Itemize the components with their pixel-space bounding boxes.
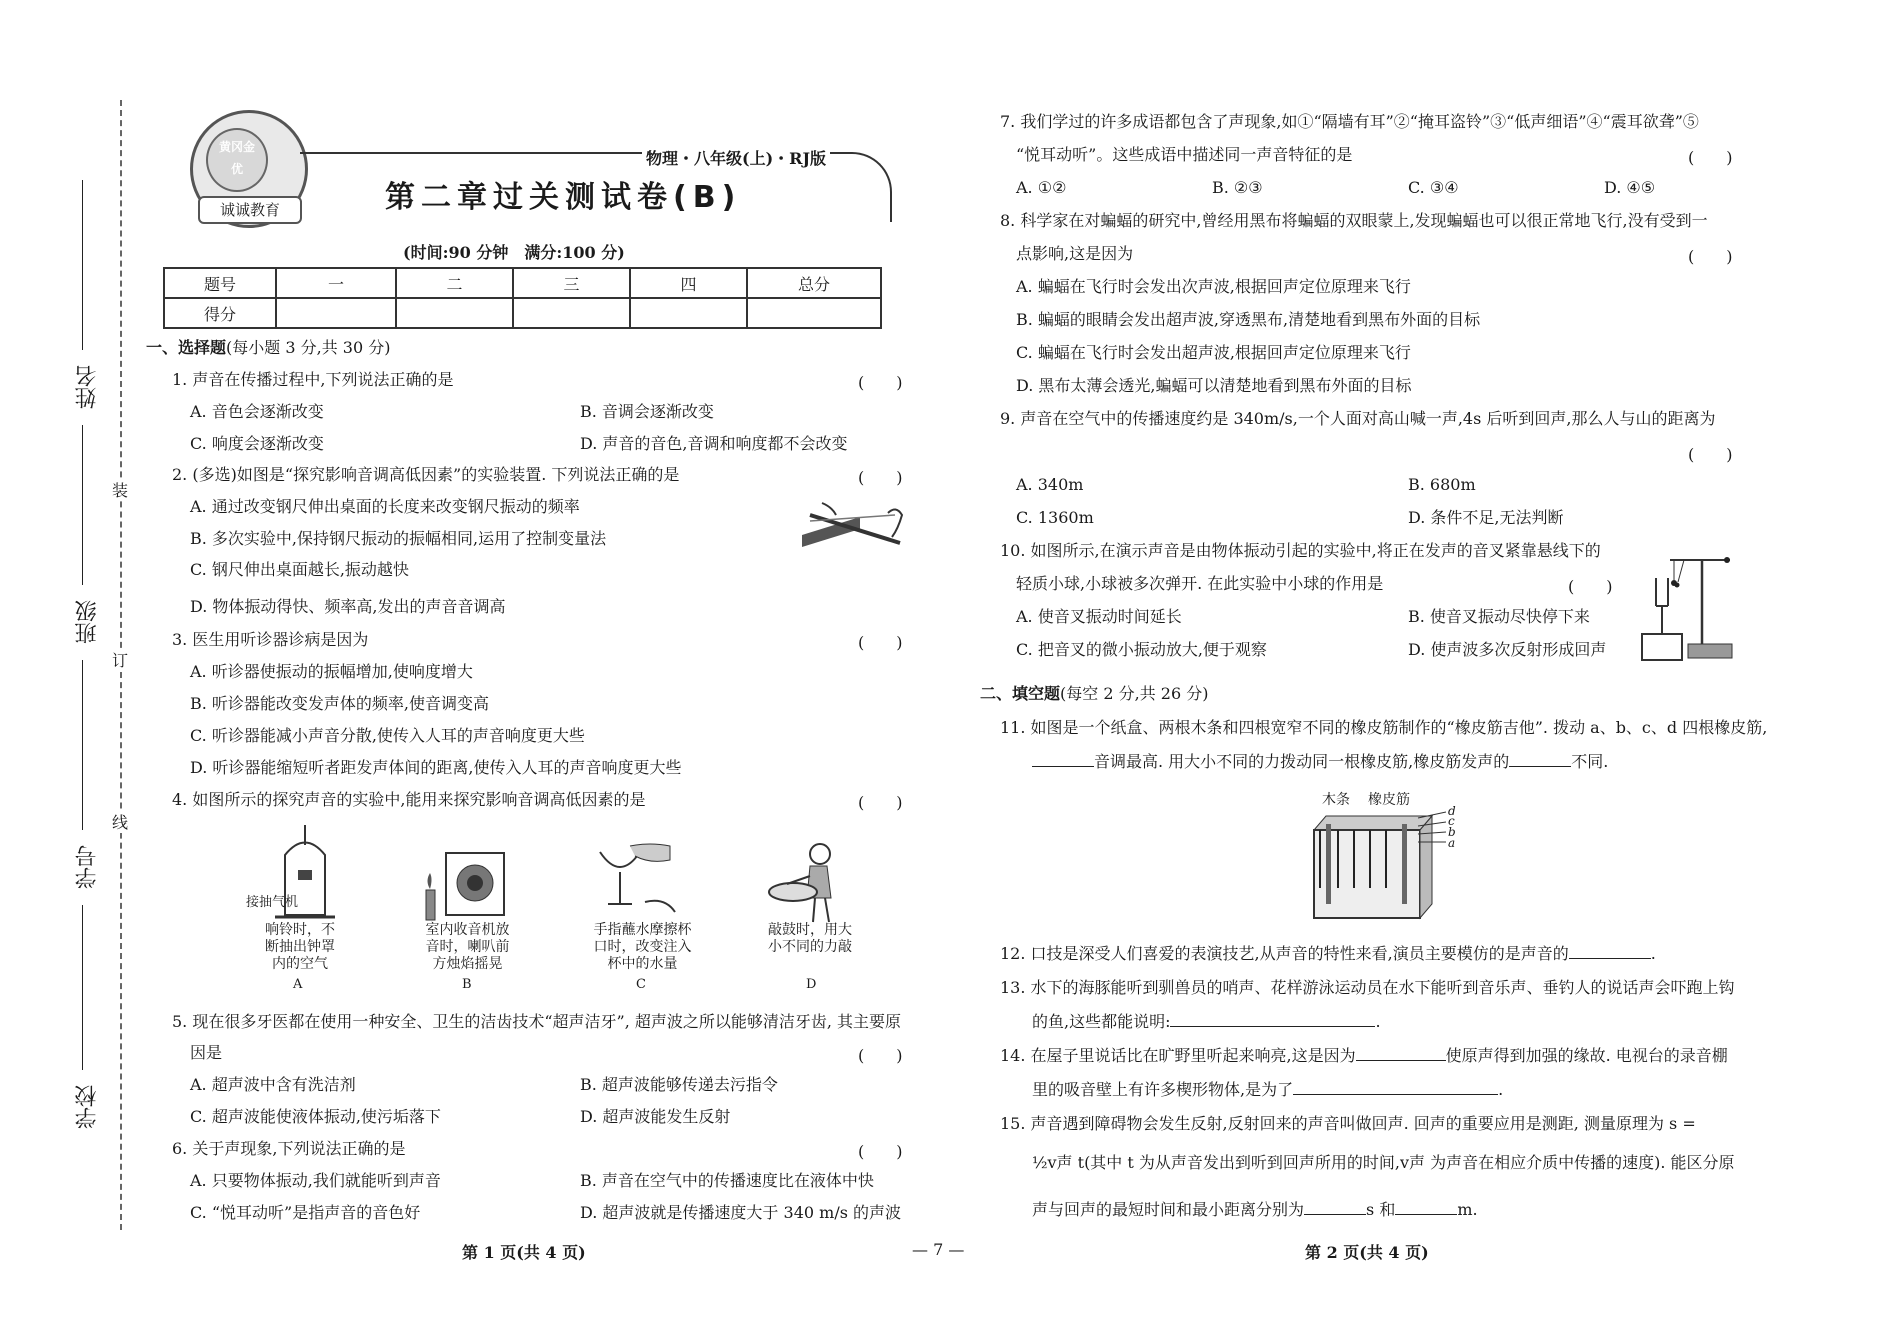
wine-glass-figure — [590, 842, 680, 924]
question-8-stem: 8. 科学家在对蝙蝠的研究中,曾经用黑布将蝙蝠的双眼蒙上,发现蝙蝠也可以很正常地飞行,没有受到一 — [1000, 211, 1708, 230]
score-table — [163, 267, 882, 329]
student-id-field[interactable] — [82, 660, 83, 830]
fig-label-rubber: 橡皮筋 — [1368, 792, 1410, 808]
q3-option-c[interactable]: C. 听诊器能减小声音分散,使传入人耳的声音响度更大些 — [190, 726, 585, 745]
pump-label: 接抽气机 — [246, 895, 299, 910]
tuning-fork-figure — [1640, 548, 1740, 666]
answer-paren-q1[interactable]: ( ) — [858, 373, 903, 392]
answer-paren-q2[interactable]: ( ) — [858, 468, 903, 487]
question-7-stem-cont: “悦耳动听”。这些成语中描述同一声音特征的是 — [1016, 145, 1353, 164]
q14-blank-1[interactable] — [1356, 1046, 1446, 1061]
q11-blank-1[interactable] — [1032, 752, 1094, 767]
q11-blank-2[interactable] — [1509, 752, 1571, 767]
q5-option-b[interactable]: B. 超声波能够传递去污指令 — [580, 1075, 778, 1094]
q5-option-c[interactable]: C. 超声波能使液体振动,使污垢落下 — [190, 1107, 441, 1126]
q7-option-d[interactable]: D. ④⑤ — [1604, 178, 1656, 197]
answer-paren-q4[interactable]: ( ) — [858, 793, 903, 812]
class-field[interactable] — [82, 425, 83, 585]
binding-mark-xian: 线 — [112, 810, 128, 833]
q12-stem: 12. 口技是深受人们喜爱的表演技艺,从声音的特性来看,演员主要模仿的是声音的 — [1000, 944, 1569, 963]
question-9-stem: 9. 声音在空气中的传播速度约是 340m/s,一个人面对高山喊一声,4s 后听到回声,那么人与山的距离为 — [1000, 409, 1716, 428]
q10-option-b[interactable]: B. 使音叉振动尽快停下来 — [1408, 607, 1590, 626]
q7-option-b[interactable]: B. ②③ — [1212, 178, 1263, 197]
q14-stem: 14. 在屋子里说话比在旷野里听起来响亮,这是因为 — [1000, 1046, 1356, 1065]
table-cell: 四 — [630, 268, 747, 298]
q2-option-c[interactable]: C. 钢尺伸出桌面越长,振动越快 — [190, 560, 409, 579]
class-label: 班级 — [75, 600, 100, 644]
q11-text-a: 音调最高. 用大小不同的力拨动同一根橡皮筋,橡皮筋发声的 — [1094, 752, 1510, 771]
q4-caption-d: 敲鼓时，用大 小不同的力敲 — [768, 922, 852, 955]
fig-letter-b: b — [1448, 825, 1456, 839]
q6-option-d[interactable]: D. 超声波就是传播速度大于 340 m/s 的声波 — [580, 1203, 902, 1222]
answer-paren-q10[interactable]: ( ) — [1568, 577, 1613, 596]
radio-candle-figure — [418, 845, 508, 925]
fig-label-wood: 木条 — [1322, 792, 1350, 808]
score-table-score-row — [164, 298, 881, 328]
table-cell: 题号 — [164, 268, 276, 298]
drum-figure — [765, 840, 855, 925]
answer-paren-q5[interactable]: ( ) — [858, 1046, 903, 1065]
q13-stem2: 的鱼,这些都能说明: — [1032, 1012, 1171, 1031]
section2-note: (每空 2 分,共 26 分) — [1060, 684, 1209, 703]
q4-letter-d[interactable]: D — [806, 977, 817, 992]
question-15-formula: ½v声 t(其中 t 为从声音发出到听到回声所用的时间,v声 为声音在相应介质中传播的速度). 能区分原 — [1032, 1153, 1735, 1172]
q2-option-b[interactable]: B. 多次实验中,保持钢尺振动的振幅相同,运用了控制变量法 — [190, 529, 607, 548]
q1-option-d[interactable]: D. 声音的音色,音调和响度都不会改变 — [580, 434, 848, 453]
q15-stem3c: m. — [1457, 1200, 1478, 1219]
question-5-stem: 5. 现在很多牙医都在使用一种安全、卫生的洁齿技术“超声洁牙”, 超声波之所以能够清洁牙齿, 其主要原 — [172, 1012, 902, 1031]
q2-option-d[interactable]: D. 物体振动得快、频率高,发出的声音音调高 — [190, 597, 506, 616]
q3-option-b[interactable]: B. 听诊器能改变发声体的频率,使音调变高 — [190, 694, 490, 713]
q15-blank-2[interactable] — [1395, 1200, 1457, 1215]
q8-option-c[interactable]: C. 蝙蝠在飞行时会发出超声波,根据回声定位原理来飞行 — [1016, 343, 1411, 362]
q8-option-a[interactable]: A. 蝙蝠在飞行时会发出次声波,根据回声定位原理来飞行 — [1016, 277, 1411, 296]
q5-option-d[interactable]: D. 超声波能发生反射 — [580, 1107, 731, 1126]
q1-option-b[interactable]: B. 音调会逐渐改变 — [580, 402, 714, 421]
table-cell: 三 — [513, 268, 630, 298]
logo-emblem — [206, 128, 268, 192]
q4-caption-c: 手指蘸水摩擦杯 口时，改变注入 杯中的水量 — [593, 922, 692, 972]
section1-heading — [146, 338, 390, 358]
table-cell: 总分 — [747, 268, 881, 298]
rubber-band-guitar-figure — [1310, 808, 1460, 923]
q13-end: . — [1375, 1012, 1381, 1031]
binding-mark-zhuang: 装 — [112, 478, 128, 501]
answer-paren-q7[interactable]: ( ) — [1688, 148, 1733, 167]
q8-option-d[interactable]: D. 黑布太薄会透光,蝙蝠可以清楚地看到黑布外面的目标 — [1016, 376, 1412, 395]
question-14-line1 — [1000, 1046, 1728, 1066]
question-6-stem: 6. 关于声现象,下列说法正确的是 — [172, 1139, 406, 1158]
score-input-total[interactable] — [747, 298, 881, 328]
logo-text: 诚诚教育 — [198, 196, 302, 224]
q14-stem2: 里的吸音壁上有许多楔形物体,是为了 — [1032, 1080, 1294, 1099]
fig-letter-a: a — [1448, 836, 1456, 850]
steel-ruler-figure — [800, 495, 910, 557]
question-15-stem: 15. 声音遇到障碍物会发生反射,反射回来的声音叫做回声. 回声的重要应用是测距, 测量原理为 s = — [1000, 1114, 1696, 1133]
page-number-left: 第 1 页(共 4 页) — [462, 1243, 586, 1262]
question-8-stem-cont: 点影响,这是因为 — [1016, 244, 1134, 263]
q4-caption-a: 响铃时，不 断抽出钟罩 内的空气 — [265, 922, 335, 972]
question-13-line2 — [1032, 1012, 1381, 1032]
q4-letter-b[interactable]: B — [462, 977, 472, 992]
q4-letter-a[interactable]: A — [293, 977, 303, 992]
question-15-line3 — [1032, 1200, 1478, 1220]
q8-option-b[interactable]: B. 蝙蝠的眼睛会发出超声波,穿透黑布,清楚地看到黑布外面的目标 — [1016, 310, 1481, 329]
q3-option-a[interactable]: A. 听诊器使振动的振幅增加,使响度增大 — [190, 662, 473, 681]
fig-letter-d: d — [1448, 804, 1456, 818]
question-5-stem-cont: 因是 — [190, 1043, 223, 1062]
section1-note: (每小题 3 分,共 30 分) — [226, 338, 391, 357]
q3-option-d[interactable]: D. 听诊器能缩短听者距发声体间的距离,使传入人耳的声音响度更大些 — [190, 758, 682, 777]
q14-blank-2[interactable] — [1293, 1080, 1498, 1095]
question-14-line2 — [1032, 1080, 1503, 1100]
q12-end: . — [1650, 944, 1656, 963]
score-input-section4[interactable] — [630, 298, 747, 328]
question-12 — [1000, 944, 1656, 964]
score-table-header-row — [164, 268, 881, 298]
question-2-stem: 2. (多选)如图是“探究影响音调高低因素”的实验装置. 下列说法正确的是 — [172, 465, 680, 484]
name-label: 姓名 — [75, 365, 100, 409]
table-cell: 一 — [276, 268, 396, 298]
question-3-stem: 3. 医生用听诊器诊病是因为 — [172, 630, 369, 649]
q14-end: . — [1498, 1080, 1504, 1099]
question-7-stem: 7. 我们学过的许多成语都包含了声现象,如①“隔墙有耳”②“掩耳盗铃”③“低声细语”④“震耳欲聋”⑤ — [1000, 112, 1699, 131]
q15-stem3b: s 和 — [1366, 1200, 1396, 1219]
score-input-section1[interactable] — [276, 298, 396, 328]
q6-option-a[interactable]: A. 只要物体振动,我们就能听到声音 — [190, 1171, 441, 1190]
q13-blank[interactable] — [1170, 1012, 1375, 1027]
q10-option-d[interactable]: D. 使声波多次反射形成回声 — [1408, 640, 1607, 659]
q4-letter-c[interactable]: C — [636, 977, 646, 992]
question-10-stem: 10. 如图所示,在演示声音是由物体振动引起的实验中,将正在发声的音叉紧靠悬线下的 — [1000, 541, 1601, 560]
table-cell: 得分 — [164, 298, 276, 328]
q9-option-c[interactable]: C. 1360m — [1016, 508, 1094, 527]
q12-blank[interactable] — [1569, 944, 1651, 959]
answer-paren-q6[interactable]: ( ) — [858, 1142, 903, 1161]
q9-option-a[interactable]: A. 340m — [1016, 475, 1084, 494]
q15-stem3a: 声与回声的最短时间和最小距离分别为 — [1032, 1200, 1305, 1219]
binding-mark-ding: 订 — [112, 648, 128, 671]
q5-option-a[interactable]: A. 超声波中含有洗洁剂 — [190, 1075, 356, 1094]
answer-paren-q9[interactable]: ( ) — [1688, 445, 1733, 464]
question-10-stem-cont: 轻质小球,小球被多次弹开. 在此实验中小球的作用是 — [1016, 574, 1384, 593]
sheet-number: — 7 — — [912, 1240, 965, 1259]
table-cell: 二 — [396, 268, 513, 298]
q7-option-c[interactable]: C. ③④ — [1408, 178, 1459, 197]
score-input-section3[interactable] — [513, 298, 630, 328]
question-11-stem: 11. 如图是一个纸盒、两根木条和四根宽窄不同的橡皮筋制作的“橡皮筋吉他”. 拨动 a、b、c、d 四根橡皮筋, — [1000, 718, 1768, 737]
q9-option-b[interactable]: B. 680m — [1408, 475, 1476, 494]
subject-label: 物理・八年级(上)・RJ版 — [642, 146, 830, 169]
q1-option-c[interactable]: C. 响度会逐渐改变 — [190, 434, 324, 453]
section2-title: 二、填空题 — [980, 684, 1061, 703]
q6-option-b[interactable]: B. 声音在空气中的传播速度比在液体中快 — [580, 1171, 874, 1190]
q11-text-b: 不同. — [1571, 752, 1609, 771]
q6-option-c[interactable]: C. “悦耳动听”是指声音的音色好 — [190, 1203, 421, 1222]
question-11-line2 — [1032, 752, 1608, 772]
section1-title: 一、选择题 — [146, 338, 227, 357]
q9-option-d[interactable]: D. 条件不足,无法判断 — [1408, 508, 1564, 527]
score-input-section2[interactable] — [396, 298, 513, 328]
question-4-stem: 4. 如图所示的探究声音的实验中,能用来探究影响音调高低因素的是 — [172, 790, 646, 809]
answer-paren-q8[interactable]: ( ) — [1688, 247, 1733, 266]
name-field[interactable] — [82, 180, 83, 350]
fig-letter-c: c — [1448, 814, 1455, 828]
school-field[interactable] — [82, 905, 83, 1070]
q14-stem-b: 使原声得到加强的缘故. 电视台的录音棚 — [1445, 1046, 1728, 1065]
school-label: 学校 — [75, 1085, 100, 1129]
answer-paren-q3[interactable]: ( ) — [858, 633, 903, 652]
student-id-label: 学号 — [75, 845, 100, 889]
page-number-right: 第 2 页(共 4 页) — [1305, 1243, 1429, 1262]
q7-option-a[interactable]: A. ①② — [1016, 178, 1067, 197]
q10-option-c[interactable]: C. 把音叉的微小振动放大,便于观察 — [1016, 640, 1267, 659]
q2-option-a[interactable]: A. 通过改变钢尺伸出桌面的长度来改变钢尺振动的频率 — [190, 497, 580, 516]
section2-heading — [980, 684, 1208, 704]
q4-caption-b: 室内收音机放 音时，喇叭前 方烛焰摇晃 — [425, 922, 510, 972]
time-info: (时间:90 分钟 满分:100 分) — [403, 243, 625, 262]
logo-top-text: 黄冈金优 — [218, 140, 255, 176]
question-13-stem: 13. 水下的海豚能听到驯兽员的哨声、花样游泳运动员在水下能听到音乐声、垂钓人的说话声会吓跑上钩 — [1000, 978, 1735, 997]
question-1-stem: 1. 声音在传播过程中,下列说法正确的是 — [172, 370, 454, 389]
q1-option-a[interactable]: A. 音色会逐渐改变 — [190, 402, 324, 421]
q15-blank-1[interactable] — [1304, 1200, 1366, 1215]
q10-option-a[interactable]: A. 使音叉振动时间延长 — [1016, 607, 1182, 626]
page-title: 第二章过关测试卷(B) — [385, 180, 742, 215]
